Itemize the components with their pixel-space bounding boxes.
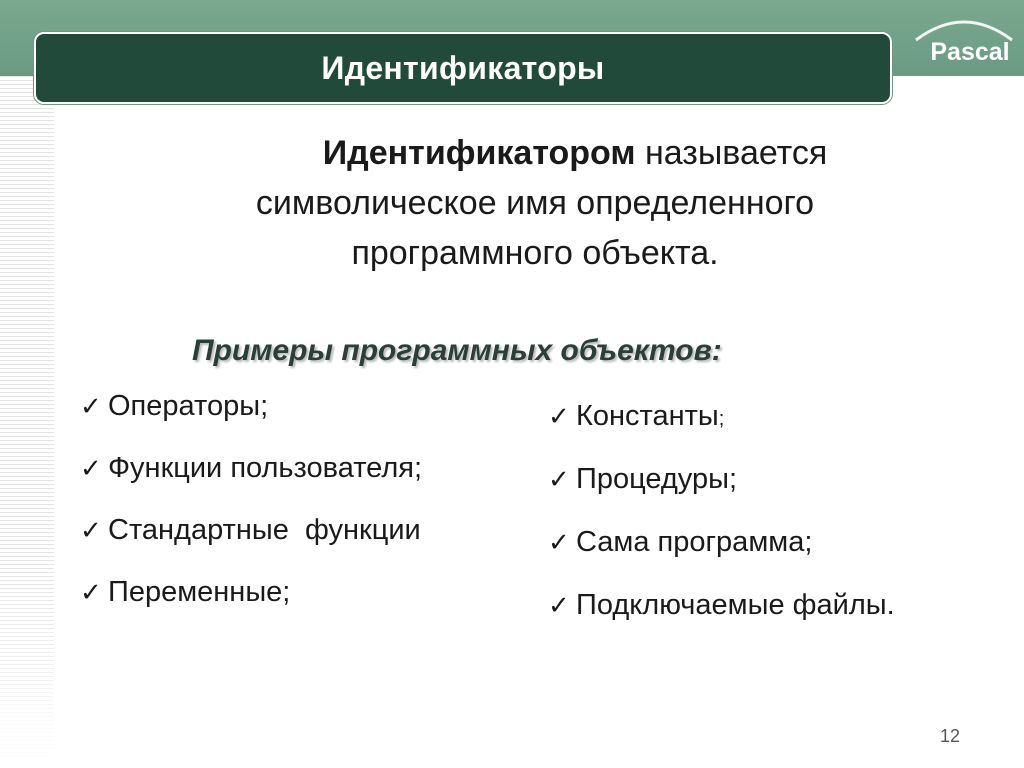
examples-list-left	[80, 390, 422, 638]
list-item	[80, 390, 422, 452]
checkmark-icon: ✓	[548, 590, 570, 620]
list-item	[548, 400, 895, 463]
list-item	[80, 452, 422, 514]
list-item	[548, 589, 895, 652]
page-title: Идентификаторы	[321, 49, 605, 86]
pascal-logo: Pascal	[930, 38, 1010, 66]
list-item	[548, 463, 895, 526]
checkmark-icon: ✓	[80, 391, 102, 421]
list-item-label: Константы	[576, 400, 719, 432]
left-stripes-decoration	[0, 76, 54, 768]
checkmark-icon: ✓	[548, 464, 570, 494]
list-item-suffix: ;	[718, 408, 725, 430]
list-item	[548, 526, 895, 589]
definition-text	[150, 128, 920, 278]
title-bar	[34, 32, 892, 104]
definition-term: Идентификатором	[322, 134, 636, 172]
list-item-label: Операторы;	[108, 390, 269, 422]
checkmark-icon: ✓	[548, 401, 570, 431]
examples-heading: Примеры программных объектов:	[192, 334, 722, 367]
list-item	[80, 514, 422, 576]
checkmark-icon: ✓	[80, 577, 102, 607]
checkmark-icon: ✓	[80, 453, 102, 483]
list-item-label: Подключаемые файлы.	[576, 589, 895, 621]
definition-line-2: символическое имя определенного	[255, 184, 815, 222]
definition-line-1-rest: называется	[635, 134, 828, 172]
list-item-label: Функции пользователя;	[108, 452, 423, 484]
checkmark-icon: ✓	[548, 527, 570, 557]
examples-list-right	[548, 400, 895, 652]
list-item-label: Стандартные функции	[108, 514, 421, 546]
definition-line-3: программного объекта.	[351, 234, 719, 272]
list-item-label: Сама программа;	[576, 526, 813, 558]
checkmark-icon: ✓	[80, 515, 102, 545]
page-number: 12	[939, 726, 961, 746]
list-item	[80, 576, 422, 638]
definition-line-1	[150, 128, 920, 178]
list-item-label: Переменные;	[108, 576, 291, 608]
list-item-label: Процедуры;	[576, 463, 738, 495]
